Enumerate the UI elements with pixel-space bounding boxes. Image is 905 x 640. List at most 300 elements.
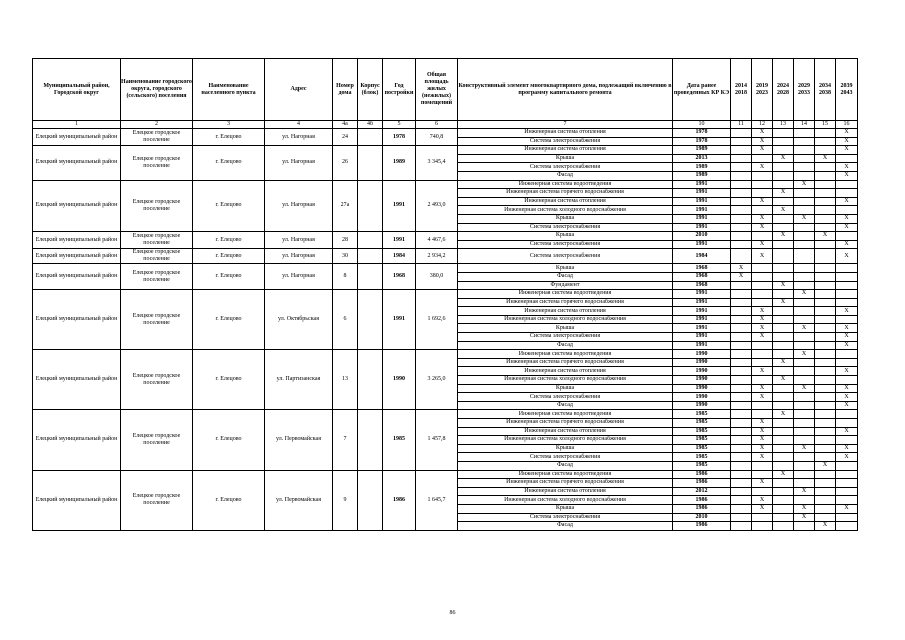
repair-date-cell: 1984 xyxy=(673,249,731,264)
house-group xyxy=(33,180,858,232)
period-mark-cell xyxy=(815,401,836,410)
period-mark-cell xyxy=(836,479,858,488)
period-mark-cell xyxy=(794,427,815,436)
table-row xyxy=(33,146,858,155)
period-mark-cell xyxy=(815,496,836,505)
settlement-cell: Елецкое городское поселение xyxy=(121,249,193,264)
repair-date-cell: 1978 xyxy=(673,137,731,146)
element-cell: Система электроснабжения xyxy=(458,240,673,249)
street-cell: ул. Нагорная xyxy=(265,249,333,264)
house-number-cell: 30 xyxy=(333,249,358,264)
block-cell xyxy=(358,264,383,290)
period-mark-cell xyxy=(794,307,815,316)
element-cell: Система электроснабжения xyxy=(458,333,673,342)
element-cell: Система электроснабжения xyxy=(458,453,673,462)
column-header-6: Год постройки xyxy=(383,59,416,121)
element-cell: Инженерная система холодного водоснабжения xyxy=(458,376,673,385)
period-mark-cell xyxy=(794,341,815,350)
period-mark-cell xyxy=(731,324,752,333)
page-number: 86 xyxy=(449,610,456,616)
period-mark-cell xyxy=(815,419,836,428)
repair-date-cell: 1968 xyxy=(673,264,731,273)
period-mark-cell xyxy=(752,171,773,180)
period-mark-cell xyxy=(731,419,752,428)
period-mark-cell xyxy=(836,232,858,241)
period-mark-cell xyxy=(773,307,794,316)
element-cell: Инженерная система холодного водоснабжения xyxy=(458,315,673,324)
house-number-cell: 6 xyxy=(333,290,358,350)
period-mark-cell: X xyxy=(836,367,858,376)
house-number-cell: 8 xyxy=(333,264,358,290)
column-number: 2 xyxy=(121,121,193,129)
build-year-cell: 1984 xyxy=(383,249,416,264)
period-mark-cell xyxy=(794,189,815,198)
period-mark-cell: X xyxy=(794,214,815,223)
build-year-cell: 1985 xyxy=(383,410,416,470)
column-number: 4 xyxy=(265,121,333,129)
repair-date-cell: 1991 xyxy=(673,206,731,215)
table-row xyxy=(33,350,858,359)
block-cell xyxy=(358,232,383,249)
column-number: 5 xyxy=(383,121,416,129)
period-mark-cell xyxy=(752,410,773,419)
element-cell: Фасад xyxy=(458,401,673,410)
period-mark-cell xyxy=(815,290,836,299)
period-mark-cell xyxy=(731,384,752,393)
repair-date-cell: 1986 xyxy=(673,479,731,488)
period-mark-cell xyxy=(773,367,794,376)
period-mark-cell xyxy=(731,333,752,342)
period-mark-cell xyxy=(773,315,794,324)
period-mark-cell xyxy=(773,487,794,496)
period-mark-cell: X xyxy=(794,513,815,522)
settlement-cell: Елецкое городское поселение xyxy=(121,350,193,410)
period-mark-cell xyxy=(815,410,836,419)
period-mark-cell: X xyxy=(752,249,773,264)
period-mark-cell xyxy=(794,272,815,281)
column-header-0: Муниципальный район, Городской округ xyxy=(33,59,121,121)
element-cell: Система электроснабжения xyxy=(458,249,673,264)
street-cell: ул. Первомайская xyxy=(265,410,333,470)
column-number: 4б xyxy=(358,121,383,129)
district-cell: Елецкий муниципальный район xyxy=(33,264,121,290)
house-group xyxy=(33,410,858,470)
period-mark-cell xyxy=(752,513,773,522)
period-mark-cell xyxy=(815,358,836,367)
period-mark-cell xyxy=(731,240,752,249)
period-mark-cell xyxy=(752,264,773,273)
table-row xyxy=(33,410,858,419)
repair-date-cell: 1989 xyxy=(673,146,731,155)
period-mark-cell xyxy=(752,350,773,359)
element-cell: Крыша xyxy=(458,324,673,333)
period-mark-cell xyxy=(773,214,794,223)
area-cell: 740,8 xyxy=(416,129,458,146)
period-mark-cell xyxy=(794,171,815,180)
period-mark-cell xyxy=(836,264,858,273)
period-mark-cell xyxy=(731,249,752,264)
block-cell xyxy=(358,470,383,530)
build-year-cell: 1990 xyxy=(383,350,416,410)
element-cell: Инженерная система холодного водоснабжения xyxy=(458,436,673,445)
element-cell: Инженерная система отопления xyxy=(458,307,673,316)
column-header-12: 2024 2028 xyxy=(773,59,794,121)
street-cell: ул. Нагорная xyxy=(265,146,333,180)
period-mark-cell xyxy=(815,479,836,488)
column-number: 16 xyxy=(836,121,858,129)
street-cell: ул. Нагорная xyxy=(265,232,333,249)
repair-date-cell: 1990 xyxy=(673,358,731,367)
period-mark-cell xyxy=(836,461,858,470)
period-mark-cell xyxy=(731,350,752,359)
period-mark-cell: X xyxy=(752,307,773,316)
locality-cell: г. Елецово xyxy=(193,249,265,264)
period-mark-cell xyxy=(815,189,836,198)
period-mark-cell xyxy=(794,358,815,367)
period-mark-cell xyxy=(773,333,794,342)
period-mark-cell xyxy=(731,479,752,488)
period-mark-cell xyxy=(773,180,794,189)
period-mark-cell xyxy=(836,487,858,496)
period-mark-cell xyxy=(815,513,836,522)
period-mark-cell xyxy=(731,146,752,155)
period-mark-cell xyxy=(836,272,858,281)
area-cell: 1 457,8 xyxy=(416,410,458,470)
period-mark-cell xyxy=(731,461,752,470)
district-cell: Елецкий муниципальный район xyxy=(33,410,121,470)
period-mark-cell: X xyxy=(836,427,858,436)
house-group xyxy=(33,232,858,249)
build-year-cell: 1989 xyxy=(383,146,416,180)
build-year-cell: 1991 xyxy=(383,232,416,249)
locality-cell: г. Елецово xyxy=(193,146,265,180)
period-mark-cell xyxy=(773,171,794,180)
period-mark-cell xyxy=(773,384,794,393)
period-mark-cell xyxy=(815,206,836,215)
period-mark-cell xyxy=(815,146,836,155)
period-mark-cell xyxy=(836,358,858,367)
period-mark-cell: X xyxy=(773,376,794,385)
period-mark-cell xyxy=(731,180,752,189)
street-cell: ул. Партизанская xyxy=(265,350,333,410)
period-mark-cell xyxy=(815,350,836,359)
period-mark-cell xyxy=(815,453,836,462)
block-cell xyxy=(358,180,383,232)
settlement-cell: Елецкое городское поселение xyxy=(121,410,193,470)
period-mark-cell xyxy=(752,487,773,496)
element-cell: Крыша xyxy=(458,504,673,513)
period-mark-cell xyxy=(731,129,752,138)
column-header-8: Конструктивный элемент многоквартирного дома, подлежащий включению в программу капитального ремонта xyxy=(458,59,673,121)
repair-date-cell: 1990 xyxy=(673,393,731,402)
repair-date-cell: 1991 xyxy=(673,315,731,324)
house-number-cell: 7 xyxy=(333,410,358,470)
period-mark-cell xyxy=(815,333,836,342)
period-mark-cell: X xyxy=(836,307,858,316)
house-number-cell: 27а xyxy=(333,180,358,232)
house-number-cell: 28 xyxy=(333,232,358,249)
column-number: 10 xyxy=(673,121,731,129)
period-mark-cell xyxy=(836,470,858,479)
period-mark-cell: X xyxy=(836,453,858,462)
table-row xyxy=(33,129,858,138)
district-cell: Елецкий муниципальный район xyxy=(33,129,121,146)
repair-date-cell: 1991 xyxy=(673,214,731,223)
column-number: 7 xyxy=(458,121,673,129)
period-mark-cell xyxy=(836,206,858,215)
period-mark-cell xyxy=(731,436,752,445)
element-cell: Инженерная система водоотведения xyxy=(458,290,673,299)
period-mark-cell xyxy=(752,290,773,299)
column-header-7: Общая площадь жилых (нежилых) помещений xyxy=(416,59,458,121)
period-mark-cell xyxy=(794,470,815,479)
period-mark-cell xyxy=(731,513,752,522)
period-mark-cell xyxy=(773,401,794,410)
period-mark-cell: X xyxy=(836,444,858,453)
period-mark-cell: X xyxy=(773,154,794,163)
period-mark-cell xyxy=(815,281,836,290)
period-mark-cell xyxy=(731,315,752,324)
period-mark-cell: X xyxy=(773,232,794,241)
period-mark-cell: X xyxy=(752,427,773,436)
period-mark-cell xyxy=(773,163,794,172)
period-mark-cell: X xyxy=(836,384,858,393)
element-cell: Инженерная система водоотведения xyxy=(458,180,673,189)
area-cell: 380,0 xyxy=(416,264,458,290)
period-mark-cell xyxy=(773,496,794,505)
repair-date-cell: 1990 xyxy=(673,367,731,376)
period-mark-cell xyxy=(773,453,794,462)
repair-date-cell: 1991 xyxy=(673,341,731,350)
locality-cell: г. Елецово xyxy=(193,290,265,350)
period-mark-cell xyxy=(836,496,858,505)
house-group xyxy=(33,249,858,264)
period-mark-cell xyxy=(773,436,794,445)
table-row xyxy=(33,232,858,241)
period-mark-cell xyxy=(794,393,815,402)
period-mark-cell xyxy=(752,401,773,410)
element-cell: Инженерная система горячего водоснабжения xyxy=(458,419,673,428)
column-number: 13 xyxy=(773,121,794,129)
repair-date-cell: 1991 xyxy=(673,324,731,333)
element-cell: Инженерная система горячего водоснабжения xyxy=(458,189,673,198)
table-row xyxy=(33,264,858,273)
period-mark-cell: X xyxy=(752,453,773,462)
repair-date-cell: 1986 xyxy=(673,470,731,479)
period-mark-cell: X xyxy=(836,249,858,264)
period-mark-cell xyxy=(836,419,858,428)
period-mark-cell xyxy=(773,419,794,428)
block-cell xyxy=(358,146,383,180)
period-mark-cell xyxy=(794,401,815,410)
period-mark-cell xyxy=(731,290,752,299)
period-mark-cell: X xyxy=(752,197,773,206)
period-mark-cell: X xyxy=(752,223,773,232)
house-number-cell: 26 xyxy=(333,146,358,180)
district-cell: Елецкий муниципальный район xyxy=(33,350,121,410)
house-number-cell: 9 xyxy=(333,470,358,530)
period-mark-cell: X xyxy=(773,298,794,307)
period-mark-cell xyxy=(836,281,858,290)
period-mark-cell xyxy=(773,324,794,333)
period-mark-cell xyxy=(731,496,752,505)
column-number: 15 xyxy=(815,121,836,129)
repair-date-cell: 1991 xyxy=(673,189,731,198)
period-mark-cell: X xyxy=(836,171,858,180)
period-mark-cell: X xyxy=(773,281,794,290)
table-header xyxy=(33,59,858,129)
column-number: 4а xyxy=(333,121,358,129)
district-cell: Елецкий муниципальный район xyxy=(33,290,121,350)
element-cell: Фасад xyxy=(458,341,673,350)
column-number: 6 xyxy=(416,121,458,129)
element-cell: Система электроснабжения xyxy=(458,163,673,172)
period-mark-cell: X xyxy=(752,129,773,138)
element-cell: Фасад xyxy=(458,522,673,531)
period-mark-cell xyxy=(794,232,815,241)
period-mark-cell: X xyxy=(794,290,815,299)
area-cell: 1 692,6 xyxy=(416,290,458,350)
period-mark-cell xyxy=(815,307,836,316)
period-mark-cell xyxy=(731,487,752,496)
block-cell xyxy=(358,350,383,410)
period-mark-cell: X xyxy=(752,324,773,333)
repair-date-cell: 1989 xyxy=(673,171,731,180)
period-mark-cell: X xyxy=(836,223,858,232)
period-mark-cell xyxy=(731,171,752,180)
period-mark-cell xyxy=(794,315,815,324)
block-cell xyxy=(358,410,383,470)
period-mark-cell xyxy=(773,290,794,299)
period-mark-cell xyxy=(773,427,794,436)
period-mark-cell xyxy=(794,146,815,155)
period-mark-cell: X xyxy=(752,315,773,324)
period-mark-cell xyxy=(815,129,836,138)
period-mark-cell xyxy=(815,324,836,333)
element-cell: Инженерная система горячего водоснабжения xyxy=(458,358,673,367)
repair-date-cell: 1990 xyxy=(673,384,731,393)
period-mark-cell xyxy=(815,197,836,206)
period-mark-cell: X xyxy=(731,272,752,281)
locality-cell: г. Елецово xyxy=(193,180,265,232)
repair-date-cell: 1985 xyxy=(673,436,731,445)
repair-date-cell: 2010 xyxy=(673,232,731,241)
period-mark-cell: X xyxy=(773,189,794,198)
street-cell: ул. Октябрьская xyxy=(265,290,333,350)
settlement-cell: Елецкое городское поселение xyxy=(121,290,193,350)
period-mark-cell: X xyxy=(752,137,773,146)
repair-date-cell: 2010 xyxy=(673,513,731,522)
period-mark-cell xyxy=(794,240,815,249)
locality-cell: г. Елецово xyxy=(193,264,265,290)
period-mark-cell xyxy=(752,341,773,350)
period-mark-cell xyxy=(731,281,752,290)
street-cell: ул. Нагорная xyxy=(265,129,333,146)
repair-date-cell: 1968 xyxy=(673,272,731,281)
element-cell: Крыша xyxy=(458,384,673,393)
period-mark-cell xyxy=(815,298,836,307)
period-mark-cell xyxy=(815,470,836,479)
house-group xyxy=(33,470,858,530)
period-mark-cell xyxy=(773,513,794,522)
period-mark-cell: X xyxy=(836,129,858,138)
period-mark-cell: X xyxy=(836,393,858,402)
block-cell xyxy=(358,129,383,146)
area-cell: 4 467,6 xyxy=(416,232,458,249)
build-year-cell: 1968 xyxy=(383,264,416,290)
settlement-cell: Елецкое городское поселение xyxy=(121,180,193,232)
period-mark-cell xyxy=(731,522,752,531)
period-mark-cell xyxy=(773,223,794,232)
period-mark-cell xyxy=(731,358,752,367)
period-mark-cell xyxy=(731,206,752,215)
period-mark-cell xyxy=(815,367,836,376)
period-mark-cell xyxy=(794,206,815,215)
locality-cell: г. Елецово xyxy=(193,410,265,470)
period-mark-cell: X xyxy=(773,410,794,419)
element-cell: Инженерная система горячего водоснабжения xyxy=(458,298,673,307)
period-mark-cell xyxy=(731,367,752,376)
element-cell: Система электроснабжения xyxy=(458,137,673,146)
period-mark-cell xyxy=(815,487,836,496)
period-mark-cell xyxy=(731,163,752,172)
element-cell: Инженерная система отопления xyxy=(458,487,673,496)
area-cell: 1 645,7 xyxy=(416,470,458,530)
locality-cell: г. Елецово xyxy=(193,129,265,146)
period-mark-cell xyxy=(752,272,773,281)
capital-repair-table-sheet xyxy=(32,58,857,531)
period-mark-cell xyxy=(815,341,836,350)
period-mark-cell: X xyxy=(836,240,858,249)
capital-repair-table xyxy=(32,58,858,531)
period-mark-cell xyxy=(731,401,752,410)
period-mark-cell: X xyxy=(794,487,815,496)
element-cell: Крыша xyxy=(458,154,673,163)
period-mark-cell xyxy=(836,410,858,419)
element-cell: Крыша xyxy=(458,444,673,453)
period-mark-cell xyxy=(794,376,815,385)
period-mark-cell xyxy=(794,410,815,419)
repair-date-cell: 2013 xyxy=(673,154,731,163)
period-mark-cell xyxy=(794,129,815,138)
column-header-14: 2034 2038 xyxy=(815,59,836,121)
repair-date-cell: 1985 xyxy=(673,453,731,462)
period-mark-cell: X xyxy=(731,264,752,273)
period-mark-cell xyxy=(836,513,858,522)
repair-date-cell: 1991 xyxy=(673,223,731,232)
period-mark-cell xyxy=(836,522,858,531)
repair-date-cell: 1986 xyxy=(673,496,731,505)
street-cell: ул. Нагорная xyxy=(265,180,333,232)
period-mark-cell xyxy=(794,197,815,206)
period-mark-cell: X xyxy=(794,350,815,359)
period-mark-cell xyxy=(752,358,773,367)
house-group xyxy=(33,129,858,146)
period-mark-cell xyxy=(752,522,773,531)
period-mark-cell: X xyxy=(836,197,858,206)
period-mark-cell xyxy=(731,307,752,316)
period-mark-cell xyxy=(815,384,836,393)
period-mark-cell xyxy=(731,470,752,479)
element-cell: Фасад xyxy=(458,461,673,470)
period-mark-cell: X xyxy=(794,384,815,393)
column-number: 11 xyxy=(731,121,752,129)
period-mark-cell: X xyxy=(752,240,773,249)
period-mark-cell xyxy=(752,281,773,290)
period-mark-cell: X xyxy=(752,444,773,453)
period-mark-cell xyxy=(752,189,773,198)
period-mark-cell xyxy=(794,333,815,342)
